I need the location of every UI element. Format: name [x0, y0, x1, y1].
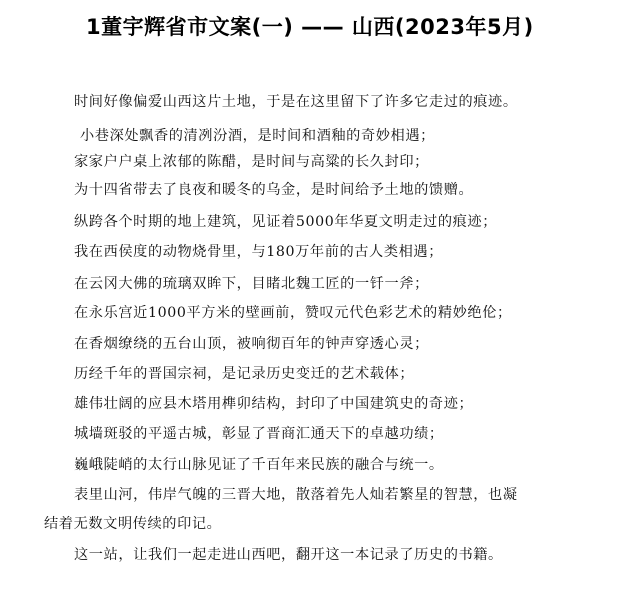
- paragraph-line-10: 历经千年的晋国宗祠，是记录历史变迁的艺术载体；: [74, 366, 415, 382]
- paragraph-line-11: 雄伟壮阔的应县木塔用榫卯结构，封印了中国建筑史的奇迹；: [74, 396, 474, 412]
- paragraph-line-4: 为十四省带去了良夜和暖冬的乌金，是时间给予土地的馈赠。: [74, 182, 474, 198]
- paragraph-line-14: 表里山河，伟岸气魄的三晋大地，散落着先人灿若繁星的智慧，也凝: [74, 487, 518, 503]
- paragraph-line-6: 我在西侯度的动物烧骨里，与180万年前的古人类相遇；: [74, 244, 443, 260]
- paragraph-line-1: 时间好像偏爱山西这片土地，于是在这里留下了许多它走过的痕迹。: [74, 94, 518, 110]
- paragraph-line-13: 巍峨陡峭的太行山脉见证了千百年来民族的融合与统一。: [74, 457, 444, 473]
- paragraph-line-2: 小巷深处飘香的清冽汾酒，是时间和酒釉的奇妙相遇；: [80, 128, 435, 144]
- paragraph-line-12: 城墙斑驳的平遥古城，彰显了晋商汇通天下的卓越功绩；: [74, 426, 444, 442]
- paragraph-line-7: 在云冈大佛的琉璃双眸下，目睹北魏工匠的一钎一斧；: [74, 276, 429, 292]
- paragraph-line-3: 家家户户桌上浓郁的陈醋，是时间与高粱的长久封印；: [74, 154, 429, 170]
- paragraph-line-5: 纵跨各个时期的地上建筑，见证着5000年华夏文明走过的痕迹；: [74, 214, 497, 230]
- paragraph-line-16: 这一站，让我们一起走进山西吧，翻开这一本记录了历史的书籍。: [74, 547, 503, 563]
- paragraph-line-8: 在永乐宫近1000平方米的壁画前，赞叹元代色彩艺术的精妙绝伦；: [74, 305, 512, 321]
- paragraph-line-9: 在香烟缭绕的五台山顶，被响彻百年的钟声穿透心灵；: [74, 336, 429, 352]
- document-title: 1董宇辉省市文案(一) —— 山西(2023年5月): [86, 15, 534, 39]
- paragraph-line-15: 结着无数文明传续的印记。: [44, 516, 222, 532]
